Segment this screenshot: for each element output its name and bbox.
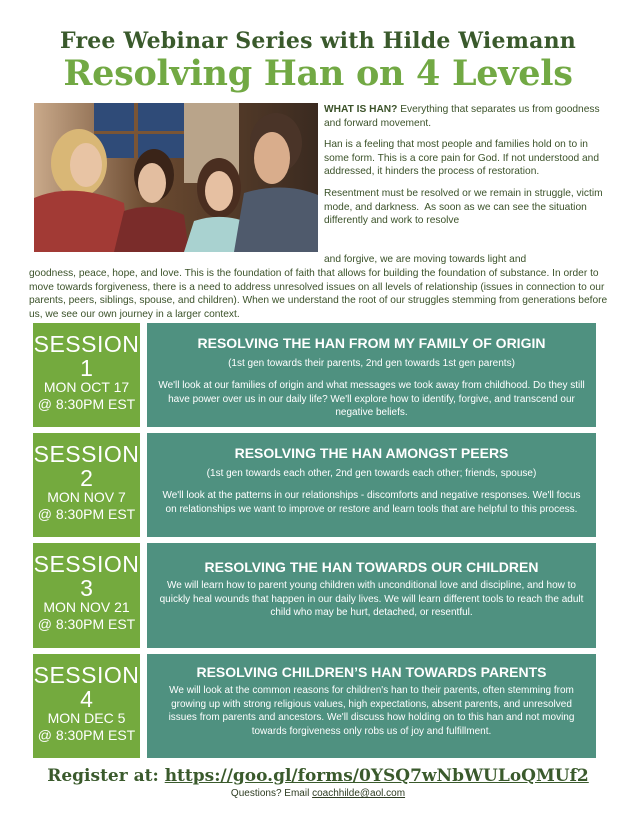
session-2 [33, 433, 596, 537]
email-link[interactable]: coachhilde@aol.com [312, 788, 406, 799]
session-description: We'll look at our families of origin and what messages we took away from childhood. Do they still have power over us in our daily life? We'll explore how to identify, forgive, and transcend our negative beliefs. [158, 380, 585, 418]
session-subtitle: (1st gen towards their parents, 2nd gen towards 1st gen parents) [228, 358, 515, 369]
session-description: We will look at the common reasons for children's han to their parents, often stemming from growing up with strong religious values, high expectations, absent parents, and unresolved issues from parents and ancestors. We'll discuss how holding on to this han and not moving towards forgiveness only robs us of joy and fulfillment. [168, 685, 575, 737]
family-photo-illustration [34, 103, 318, 252]
what-is-han-text: Everything that separates us from goodness and forward movement. [324, 104, 600, 129]
session-time: @ 8:30PM EST [37, 727, 136, 743]
session-date: MON NOV 7 [47, 489, 126, 505]
session-4 [33, 654, 596, 758]
intro-paragraph-3-rest: goodness, peace, hope, and love. This is the foundation of faith that allows for building the foundation of substance. In order to move towards forgiveness, there is a need to address unresolved issues on all levels of relationship (issues in connection to our parents, peers, siblings, spouse, and children). When we understand the root of our struggles stemming from generations before us, we see our own journey in a larger context. [29, 267, 608, 321]
family-photo [34, 103, 318, 252]
session-label: SESSION [33, 662, 140, 688]
session-date-box [33, 323, 140, 427]
session-1 [33, 323, 596, 427]
session-time: @ 8:30PM EST [37, 396, 136, 412]
intro-paragraph-3-line: and forgive, we are moving towards light and [324, 254, 527, 265]
session-date: MON OCT 17 [43, 379, 130, 395]
session-time: @ 8:30PM EST [37, 616, 136, 632]
session-title: RESOLVING THE HAN AMONGST PEERS [234, 445, 509, 461]
session-date-box [33, 543, 140, 648]
what-is-han-label: WHAT IS HAN? [324, 104, 398, 115]
intro-paragraph-3-continued [29, 253, 619, 322]
questions-label: Questions? Email [230, 788, 313, 799]
session-details-box [147, 654, 596, 758]
session-number: 1 [80, 355, 93, 381]
session-title: RESOLVING CHILDREN’S HAN TOWARDS PARENTS [196, 664, 547, 680]
intro-paragraph-2: Han is a feeling that most people and families hold on to in some form. This is a core pain for God. If not understood and addressed, it hinders the process of restoration. [324, 139, 600, 178]
session-number: 3 [80, 575, 93, 601]
what-is-han [324, 103, 614, 130]
session-details-box [147, 323, 596, 427]
series-subtitle: Free Webinar Series with Hilde Wiemann [60, 28, 576, 54]
session-date-box [33, 654, 140, 758]
intro-text [324, 103, 614, 236]
questions-line [0, 788, 636, 799]
session-number: 2 [80, 465, 93, 491]
session-subtitle: (1st gen towards each other, 2nd gen towards each other; friends, spouse) [206, 468, 537, 479]
session-date: MON DEC 5 [47, 710, 126, 726]
session-details-box [147, 543, 596, 648]
session-label: SESSION [33, 441, 140, 467]
register-line [0, 766, 636, 786]
session-3 [33, 543, 596, 648]
session-details-box [147, 433, 596, 537]
page-title: Resolving Han on 4 Levels [63, 53, 573, 94]
session-date-box [33, 433, 140, 537]
session-title: RESOLVING THE HAN TOWARDS OUR CHILDREN [204, 559, 539, 575]
register-link[interactable]: https://goo.gl/forms/0YSQ7wNbWULoQMUf2 [164, 766, 589, 786]
session-description: We'll look at the patterns in our relationships - discomforts and negative responses. We'll focus on relationships we want to improve or restore and learn tools that are helpful to this process. [162, 490, 581, 515]
session-description: We will learn how to parent young children with unconditional love and discipline, and how to quickly heal wounds that happen in our daily lives. We will learn different tools to reach the adult child who may be hurt, detached, or resentful. [159, 580, 584, 618]
session-title: RESOLVING THE HAN FROM MY FAMILY OF ORIGIN [197, 335, 546, 351]
session-date: MON NOV 21 [43, 599, 130, 615]
register-label: Register at: [47, 766, 165, 786]
intro-paragraph-3: Resentment must be resolved or we remain in struggle, victim mode, and darkness. As soon as we can see the situation differently and work to resolve [324, 187, 603, 227]
session-number: 4 [80, 686, 93, 712]
session-label: SESSION [33, 331, 140, 357]
session-time: @ 8:30PM EST [37, 506, 136, 522]
session-label: SESSION [33, 551, 140, 577]
